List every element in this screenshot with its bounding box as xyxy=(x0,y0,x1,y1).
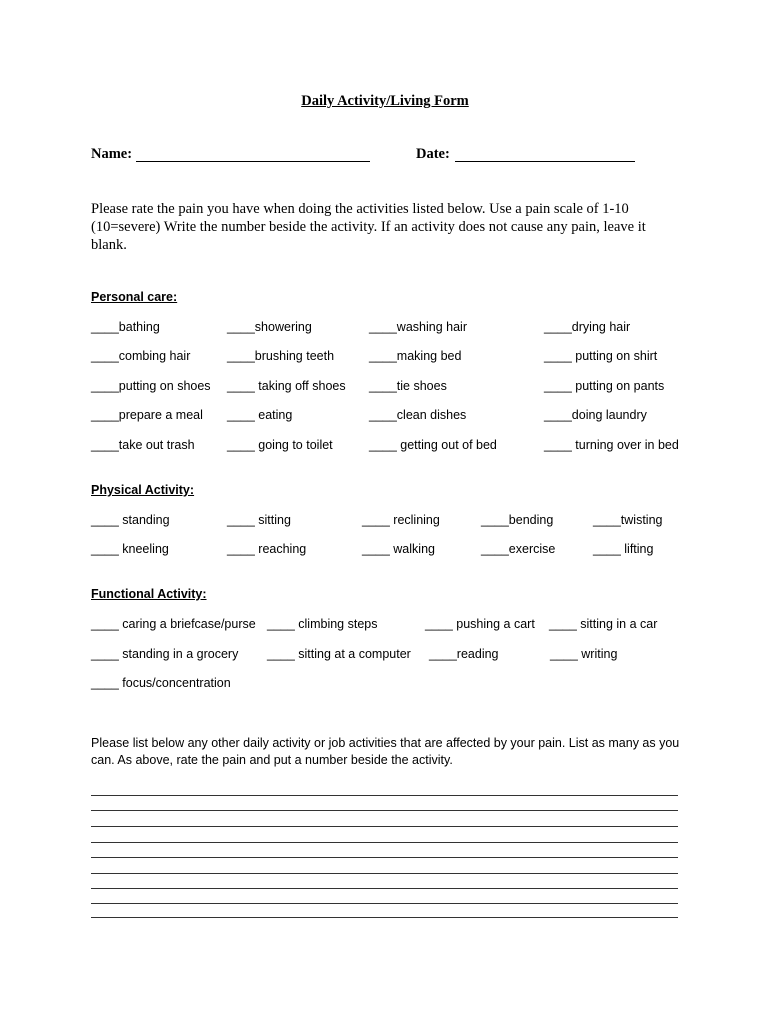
answer-line[interactable] xyxy=(91,810,678,811)
activity-item[interactable]: ____ standing in a grocery xyxy=(91,647,239,661)
activity-item[interactable]: ____ taking off shoes xyxy=(227,379,346,393)
activity-item[interactable]: ____brushing teeth xyxy=(227,349,335,363)
activity-item[interactable]: ____ putting on pants xyxy=(544,379,665,393)
date-field[interactable] xyxy=(455,161,635,162)
physical-activity-header: Physical Activity: xyxy=(91,483,195,497)
activity-item[interactable]: ____ focus/concentration xyxy=(91,676,231,690)
activity-item[interactable]: ____ standing xyxy=(91,513,170,527)
activity-item[interactable]: ____washing hair xyxy=(369,320,467,334)
activity-item[interactable]: ____bathing xyxy=(91,320,160,334)
answer-line[interactable] xyxy=(91,873,678,874)
activity-item[interactable]: ____ getting out of bed xyxy=(369,438,497,452)
activity-item[interactable]: ____doing laundry xyxy=(544,408,647,422)
activity-item[interactable]: ____drying hair xyxy=(544,320,631,334)
activity-item[interactable]: ____ walking xyxy=(362,542,435,556)
answer-line[interactable] xyxy=(91,888,678,889)
activity-item[interactable]: ____ reaching xyxy=(227,542,307,556)
activity-item[interactable]: ____exercise xyxy=(481,542,556,556)
name-label-text: Name xyxy=(91,146,128,162)
activity-item[interactable]: ____showering xyxy=(227,320,312,334)
other-activities-instructions: Please list below any other daily activity or job activities that are affected by your pain. List as many as you can. As above, rate the pain and put a number beside the activity. xyxy=(91,736,680,767)
answer-line[interactable] xyxy=(91,903,678,904)
answer-line[interactable] xyxy=(91,857,678,858)
answer-line[interactable] xyxy=(91,795,678,796)
personal-care-header: Personal care: xyxy=(91,290,178,304)
activity-item[interactable]: ____ putting on shirt xyxy=(544,349,658,363)
date-label: Date: xyxy=(416,146,450,162)
activity-item[interactable]: ____ writing xyxy=(550,647,618,661)
activity-item[interactable]: ____ eating xyxy=(227,408,293,422)
date-label-text: Date xyxy=(416,146,445,162)
activity-item[interactable]: ____putting on shoes xyxy=(91,379,211,393)
activity-item[interactable]: ____ kneeling xyxy=(91,542,169,556)
activity-item[interactable]: ____ sitting in a car xyxy=(549,617,658,631)
activity-item[interactable]: ____bending xyxy=(481,513,554,527)
answer-line[interactable] xyxy=(91,842,678,843)
activity-item[interactable]: ____ turning over in bed xyxy=(544,438,679,452)
activity-item[interactable]: ____prepare a meal xyxy=(91,408,203,422)
activity-item[interactable]: ____ sitting xyxy=(227,513,291,527)
functional-activity-header: Functional Activity: xyxy=(91,587,207,601)
name-label: Name: xyxy=(91,146,133,162)
instructions-text: Please rate the pain you have when doing the activities listed below. Use a pain scale of 1-10 (10=severe) Write the number beside the activity. If an activity does not cause any pain, leave it blank. xyxy=(91,201,646,253)
activity-item[interactable]: ____ pushing a cart xyxy=(425,617,535,631)
activity-item[interactable]: ____making bed xyxy=(369,349,462,363)
activity-item[interactable]: ____ caring a briefcase/purse xyxy=(91,617,256,631)
activity-item[interactable]: ____twisting xyxy=(593,513,663,527)
activity-item[interactable]: ____ climbing steps xyxy=(267,617,378,631)
activity-item[interactable]: ____reading xyxy=(429,647,499,661)
name-field[interactable] xyxy=(136,161,370,162)
activity-item[interactable]: ____ lifting xyxy=(593,542,654,556)
activity-item[interactable]: ____take out trash xyxy=(91,438,195,452)
activity-item[interactable]: ____ reclining xyxy=(362,513,440,527)
answer-line[interactable] xyxy=(91,917,678,918)
activity-item[interactable]: ____tie shoes xyxy=(369,379,447,393)
form-title: Daily Activity/Living Form xyxy=(301,93,469,109)
answer-line[interactable] xyxy=(91,826,678,827)
activity-item[interactable]: ____combing hair xyxy=(91,349,191,363)
activity-item[interactable]: ____clean dishes xyxy=(369,408,467,422)
activity-item[interactable]: ____ sitting at a computer xyxy=(267,647,411,661)
activity-item[interactable]: ____ going to toilet xyxy=(227,438,333,452)
